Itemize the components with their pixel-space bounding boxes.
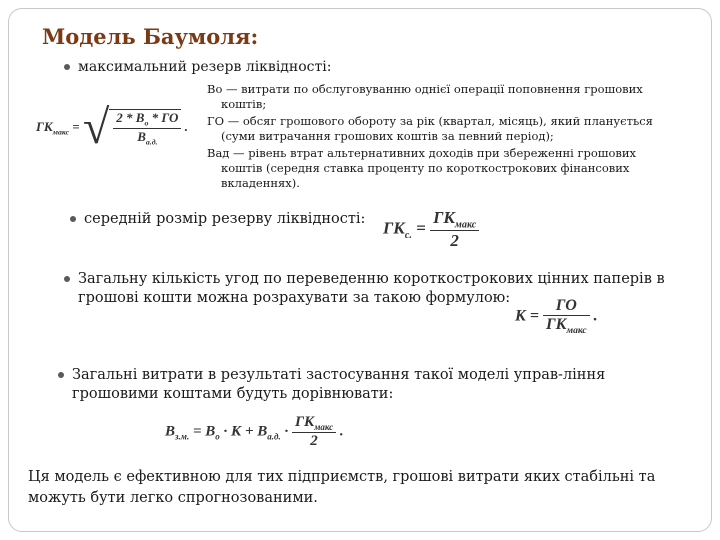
bullet-dot <box>64 64 70 70</box>
bullet-total-costs <box>72 366 692 404</box>
slide-title: Модель Баумоля: <box>42 24 259 49</box>
conclusion-text: Ця модель є ефективною для тих підприємств, грошові витрати яких стабільні та можуть бути легко спрогнозованими. <box>28 469 656 506</box>
definitions-list <box>207 82 677 193</box>
bullet-text: Загальні витрати в результаті застосування такої моделі управ-ління грошовими коштами будуть дорівнювати: <box>72 367 606 402</box>
bullet-text: середній розмір резерву ліквідності: <box>84 211 366 227</box>
formula-average-reserve: $ГК_{с.}$ = $\frac{ГК_{макс}}{2}$ <box>383 208 479 251</box>
definition-bo: Во — витрати по обслуговуванню однієї операції поповнення грошових коштів; <box>207 82 643 111</box>
formula-total-costs: $В_{з.м.} = В_о \cdot К + В_{а.д.}$ · $\frac{ГК_{макс}}{2}$ . <box>165 414 344 449</box>
sqrt-icon: √ <box>82 101 110 154</box>
bullet-dot <box>58 372 64 378</box>
definition-vad: Вад — рівень втрат альтернативних доходів при збереженні грошових коштів (середня ставка проценту по короткострокових фінансових вкладеннях). <box>207 146 637 190</box>
bullet-text: максимальний резерв ліквідності: <box>78 59 332 75</box>
bullet-max-reserve <box>78 58 331 76</box>
formula-transaction-count: К = $\frac{ГО}{ГК_{макс}}$ . <box>515 297 598 337</box>
bullet-dot <box>70 216 76 222</box>
bullet-average-reserve <box>84 210 365 228</box>
formula-max-reserve: $ГК_{макс}$ = √ $\frac{2 * В_о * ГО}{В_{а.д.}}$ . <box>36 101 188 154</box>
definition-go: ГО — обсяг грошового обороту за рік (квартал, місяць), який планується (суми витрачання грошових коштів за певний період); <box>207 114 653 143</box>
bullet-text: Загальну кількість угод по переведенню короткострокових цінних паперів в грошові кошти можна розрахувати за такою формулою: <box>78 271 665 306</box>
bullet-dot <box>64 276 70 282</box>
